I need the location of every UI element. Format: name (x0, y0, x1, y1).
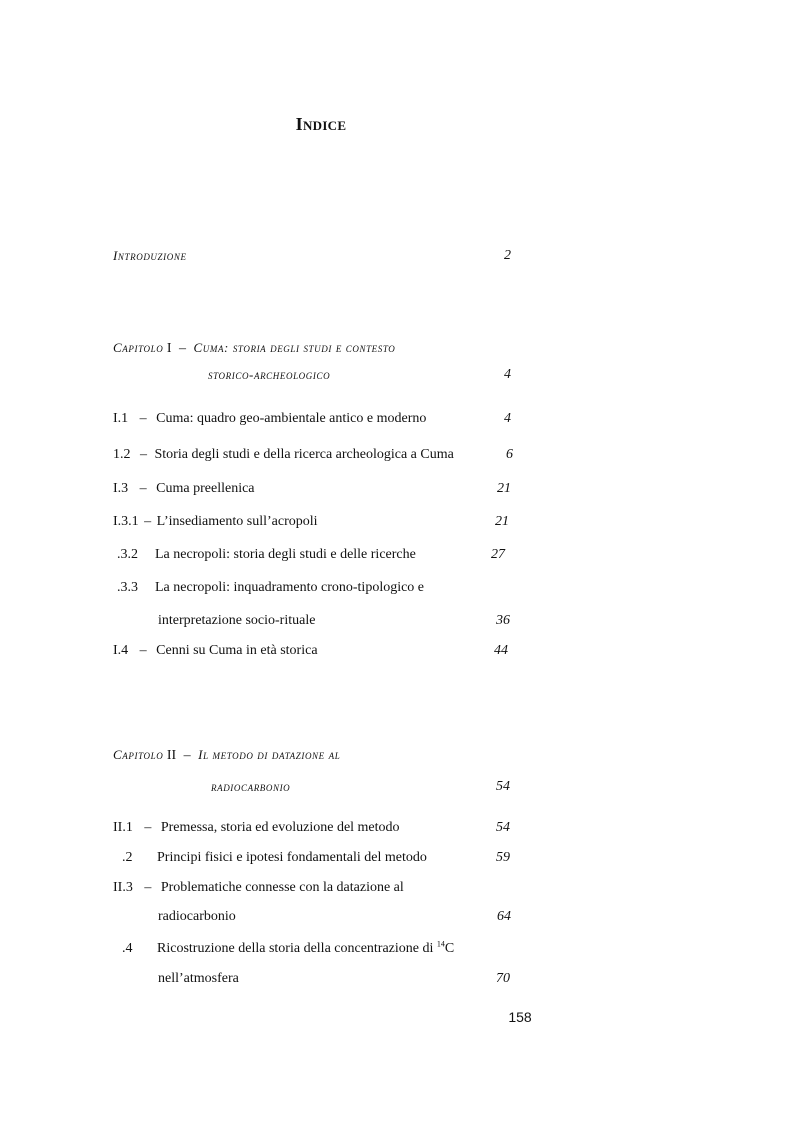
chapter-1-title-line1: Cuma: storia degli studi e contesto (193, 340, 396, 355)
toc-entry-text: L’insediamento sull’acropoli (156, 514, 318, 529)
toc-intro-label: Introduzione (113, 248, 187, 263)
toc-entry-separator: – (139, 643, 147, 658)
toc-entry (113, 411, 426, 427)
toc-entry-text-continued: interpretazione socio-rituale (158, 613, 316, 628)
chapter-2-roman: II (166, 748, 177, 763)
toc-entry (113, 481, 255, 497)
toc-entry-separator: – (139, 481, 147, 496)
toc-entry (113, 880, 404, 896)
chapter-2-title-line2: radiocarbonio (211, 779, 291, 794)
toc-entry-separator: – (144, 820, 152, 835)
chapter-1-heading (113, 340, 395, 357)
toc-entry-number: II.3 (113, 880, 133, 895)
toc-entry-text: Cenni su Cuma in età storica (156, 643, 318, 658)
toc-entry-text: Problematiche connesse con la datazione al (160, 880, 404, 895)
chapter-1-dash: – (178, 341, 186, 356)
toc-entry-text: Premessa, storia ed evoluzione del metodo (160, 820, 400, 835)
toc-entry-separator: – (144, 880, 152, 895)
toc-entry (113, 447, 454, 463)
chapter-1-prefix: Capitolo (113, 340, 164, 355)
chapter-2-dash: – (183, 748, 191, 763)
chapter-1-roman: I (166, 341, 172, 356)
toc-entry-separator: – (144, 514, 152, 529)
toc-entry-superscript: 14 (436, 939, 445, 949)
toc-entry-number: .2 (122, 850, 133, 865)
toc-entry-page: 6 (506, 447, 513, 462)
toc-entry-page: 54 (496, 820, 510, 835)
toc-entry-page: 21 (495, 514, 509, 529)
toc-entry-text: La necropoli: inquadramento crono-tipologico e (155, 580, 425, 595)
chapter-2-prefix: Capitolo (113, 747, 164, 762)
toc-entry-number: I.4 (113, 643, 129, 658)
chapter-2-title-line1: Il metodo di datazione al (198, 747, 341, 762)
toc-entry-number: .3.3 (117, 580, 138, 595)
toc-entry-text: Cuma preellenica (156, 481, 255, 496)
toc-entry-page: 27 (491, 547, 505, 562)
chapter-1-page: 4 (504, 367, 511, 382)
toc-entry-number: I.3 (113, 481, 129, 496)
toc-entry-number: I.3.1 (113, 514, 139, 529)
toc-entry (113, 514, 318, 530)
toc-entry-number: .4 (122, 941, 133, 956)
toc-entry-number: 1.2 (113, 447, 131, 462)
toc-entry-page: 70 (496, 971, 510, 986)
toc-entry-page: 4 (504, 411, 511, 426)
toc-entry-text-continued: radiocarbonio (158, 909, 236, 924)
page-title: Indice (295, 114, 347, 134)
toc-entry-page: 36 (496, 613, 510, 628)
toc-entry-page: 64 (497, 909, 511, 924)
toc-entry-page: 59 (496, 850, 510, 865)
toc-entry-text-main: Ricostruzione della storia della concentrazione di (157, 941, 434, 956)
toc-entry-text: Principi fisici e ipotesi fondamentali del metodo (157, 850, 427, 865)
toc-entry-page: 21 (497, 481, 511, 496)
toc-entry-text: La necropoli: storia degli studi e delle ricerche (155, 547, 416, 562)
chapter-1-title-line2: storico-archeologico (208, 367, 331, 382)
toc-entry-text: Storia degli studi e della ricerca archeologica a Cuma (154, 447, 454, 462)
chapter-2-page: 54 (496, 779, 510, 794)
toc-entry-separator: – (140, 447, 147, 462)
toc-entry-text (157, 941, 454, 957)
toc-entry (113, 820, 400, 836)
toc-entry-number: I.1 (113, 411, 129, 426)
page-number: 158 (508, 1009, 532, 1025)
toc-entry-text-suffix: C (444, 941, 455, 956)
toc-entry-number: .3.2 (117, 547, 138, 562)
toc-entry-text: Cuma: quadro geo-ambientale antico e moderno (156, 411, 427, 426)
toc-entry (113, 643, 318, 659)
toc-entry-page: 44 (494, 643, 508, 658)
chapter-2-heading (113, 747, 340, 764)
toc-intro-page: 2 (504, 248, 511, 263)
toc-entry-number: II.1 (113, 820, 133, 835)
toc-entry-text-continued: nell’atmosfera (158, 971, 239, 986)
toc-entry-separator: – (139, 411, 147, 426)
